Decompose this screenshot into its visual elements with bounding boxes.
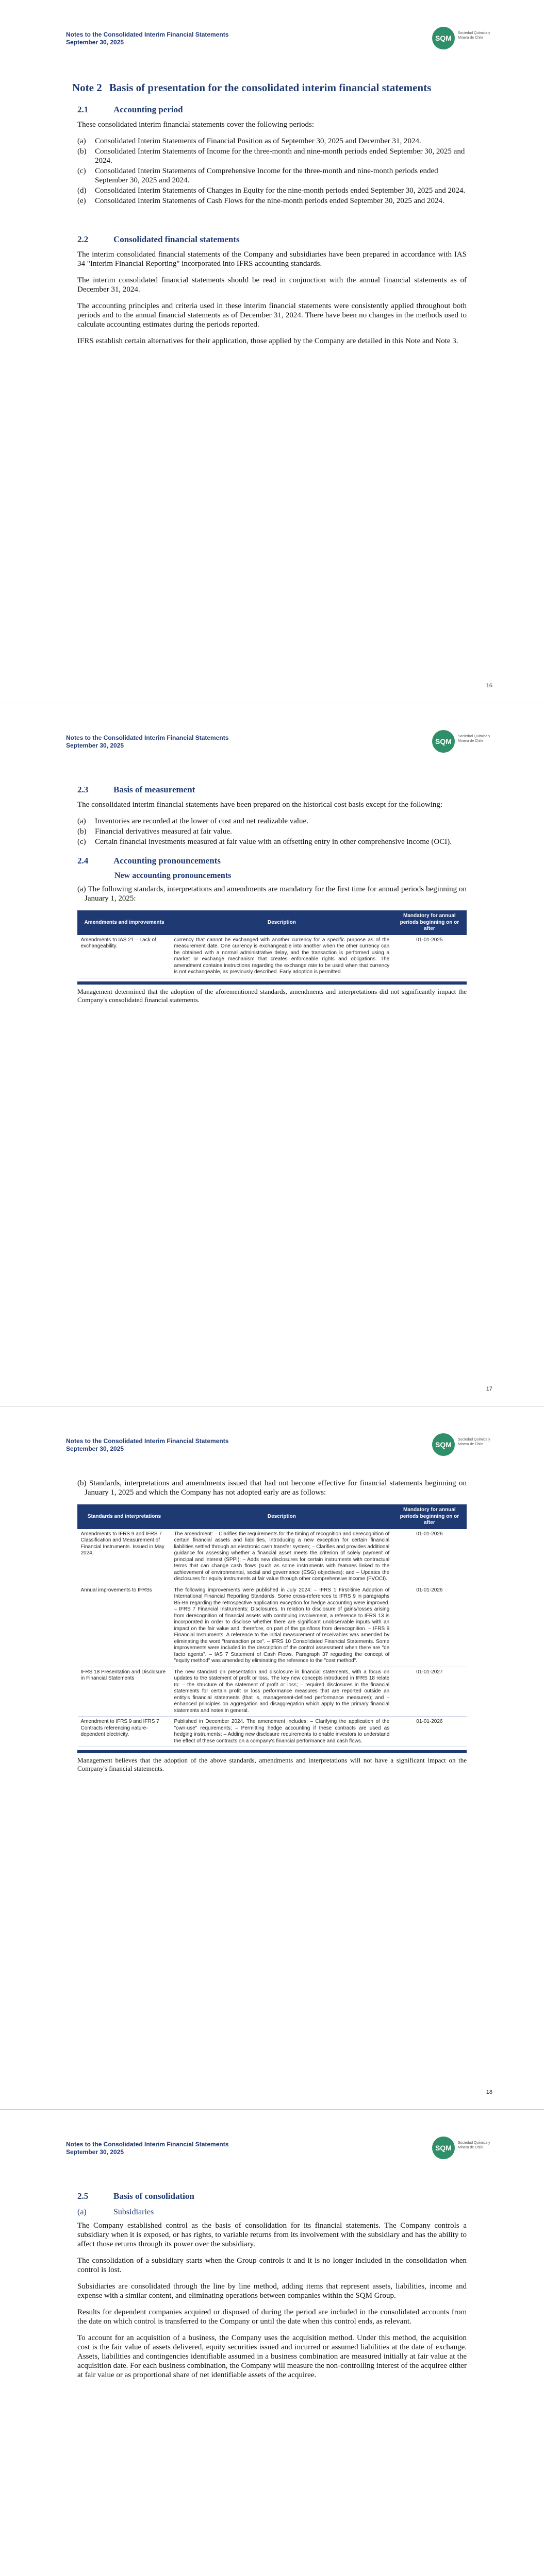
list-text: Consolidated Interim Statements of Cash Flows for the nine-month periods ended September 30, 2025 and 2024. <box>95 197 444 205</box>
list-text: Financial derivatives measured at fair value. <box>95 827 232 836</box>
page-number: 17 <box>486 1386 492 1392</box>
table-header: Mandatory for annual periods beginning on or after <box>392 911 466 935</box>
page-19 <box>0 2110 544 2576</box>
paragraph: (b) Standards, interpretations and amendments issued that had not become effective for financial statements beginning on January 1, 2025 and which the Company has not adopted early are as follows: <box>77 1479 467 1497</box>
list-text: Inventories are recorded at the lower of cost and net realizable value. <box>95 817 308 825</box>
note-title: Basis of presentation for the consolidated interim financial statements <box>109 81 432 94</box>
paragraph: These consolidated interim financial statements cover the following periods: <box>77 121 315 129</box>
effective-date-cell: 01-01-2027 <box>392 1667 466 1717</box>
description-cell: The new standard on presentation and disclosure in financial statements, with a focus on updates to the statement of profit or loss. The key new concepts introduced in IFRS 18 relate to: – the structure of the statement of profit or loss; – required disclosures in the financial statements for certain profit or loss performance measures that are reported outside an entity's financial statements (that is, management-defined performance measures); and – enhanced principles on aggregation and disaggregation which apply to the primary financial statements and notes in general. <box>171 1667 392 1717</box>
page-header <box>66 31 228 46</box>
description-cell: currency that cannot be exchanged with another currency for a specific purpose as of the measurement date. One currency is exchangeable into another when the other currency can be obtained with a normal administrative delay, and the transaction is performed using a market or exchange mechanism that creates enforceable rights and obligations. The amendment contains instructions regarding the exchange rate to be used when that currency is not exchangeable, as previously described. Early adoption is permitted. <box>171 935 392 978</box>
logo-caption: Sociedad Química y Minera de Chile <box>458 735 490 743</box>
logo-badge: SQM <box>432 730 455 753</box>
table-header: Description <box>171 1505 392 1529</box>
table-bottom-rule <box>77 981 467 985</box>
logo-badge: SQM <box>432 2137 455 2159</box>
page-18 <box>0 1406 544 2110</box>
standard-name-cell: Amendments to IAS 21 – Lack of exchangeability. <box>78 935 171 978</box>
paragraph: The interim consolidated financial statements should be read in conjunction with the annual financial statements as of December 31, 2024. <box>77 276 467 294</box>
table-header: Standards and interpretations <box>78 1505 171 1529</box>
section-heading-2-5 <box>77 2191 467 2201</box>
list-item <box>77 137 467 146</box>
header-title: Notes to the Consolidated Interim Financial Statements <box>66 1437 229 1445</box>
header-title: Notes to the Consolidated Interim Financial Statements <box>66 2141 229 2148</box>
list-item <box>77 196 467 206</box>
section-number: 2.4 <box>77 856 89 866</box>
page-content <box>77 2182 467 2387</box>
header-date: September 30, 2025 <box>66 1445 124 1452</box>
page-17 <box>0 703 544 1406</box>
list-item <box>77 186 467 195</box>
list-letter: (a) <box>77 817 86 825</box>
list-letter: (b) <box>77 827 87 836</box>
effective-date-cell: 01-01-2026 <box>392 1717 466 1747</box>
section-title: Accounting period <box>113 105 183 114</box>
paragraph: The consolidation of a subsidiary starts when the Group controls it and it is no longer included in the consolidation when control is lost. <box>77 2257 467 2274</box>
page-header <box>66 1437 228 1453</box>
logo-caption: Sociedad Química y Minera de Chile <box>458 2141 490 2149</box>
page-content <box>77 1479 467 1778</box>
list-text: Certain financial investments measured at fair value with an offsetting entry in other comprehensive income (OCI). <box>95 838 452 846</box>
table-row <box>78 935 467 978</box>
list-letter: (a) <box>77 137 86 145</box>
list-item <box>77 147 467 165</box>
standards-table <box>77 1504 467 1747</box>
subsection-title: New accounting pronouncements <box>114 871 232 880</box>
section-heading-2-4 <box>77 856 467 866</box>
standard-name-cell: Annual improvements to IFRSs <box>78 1585 171 1667</box>
description-cell: Published in December 2024. The amendment includes: – Clarifying the application of the "own-use" requirements; – Permitting hedge accounting if these contracts are used as hedging instruments; – Adding new disclosure requirements to enable investors to understand the effect of these contracts on a company's financial performance and cash flows. <box>171 1717 392 1747</box>
page-header <box>66 2141 228 2156</box>
subsection-letter: (a) <box>77 2208 87 2216</box>
paragraph: Results for dependent companies acquired or disposed of during the period are included in the consolidated accounts from the date on which control is transferred to the Company or until the date when this control ends, as relevant. <box>77 2308 467 2326</box>
list-text: Consolidated Interim Statements of Comprehensive Income for the three-month and nine-month periods ended September 30, 2025 and 2024. <box>95 167 438 184</box>
effective-date-cell: 01-01-2026 <box>392 1529 466 1585</box>
paragraph: The interim consolidated financial statements of the Company and subsidiaries have been prepared in accordance with IAS 34 "Interim Financial Reporting" incorporated into IFRS accounting standards. <box>77 250 467 268</box>
page-content <box>77 775 467 1009</box>
sqm-logo <box>432 27 494 50</box>
list-letter: (e) <box>77 197 86 205</box>
logo-caption: Sociedad Química y Minera de Chile <box>458 1438 490 1446</box>
section-number: 2.3 <box>77 785 89 794</box>
table-header: Amendments and improvements <box>78 911 171 935</box>
description-cell: The following improvements were published in July 2024: – IFRS 1 First-time Adoption of International Financial Reporting Standards. Some cross-references to IFRS 9 in paragraphs B5-B6 regarding the retrospective application exception for hedge accounting were improved. – IFRS 7 Financial Instruments: Disclosures. In relation to disclosure of gains/losses arising from derecognition of financial assets with continuing involvement, a reference to IFRS 13 is incorporated in order to disclose whether there are significant unobservable inputs with an impact on the fair value and, therefore, on part of the gain/loss from derecognition. – IFRS 9 Financial Instruments. A reference to the initial measurement of receivables was amended by eliminating the word "transaction price". – IFRS 10 Consolidated Financial Statements. Some improvements were included in the description of the control assessment when there are "de facto agents". – IAS 7 Statement of Cash Flows. Paragraph 37 regarding the concept of "equity method" was amended by eliminating the reference to the "cost method". <box>171 1585 392 1667</box>
table-bottom-rule <box>77 1750 467 1753</box>
paragraph: The Company established control as the basis of consolidation for its financial statements. The Company controls a subsidiary when it is exposed, or has rights, to variable returns from its involvement with the subsidiary and has the ability to affect those returns through its power over the subsidiary. <box>77 2222 467 2248</box>
period-list <box>77 137 467 206</box>
table-row <box>78 1667 467 1717</box>
standard-name-cell: Amendments to IFRS 9 and IFRS 7 Classification and Measurement of Financial Instruments. Issued in May 2024. <box>78 1529 171 1585</box>
paragraph: Management believes that the adoption of the above standards, amendments and interpretations will not have a significant impact on the Company's financial statements. <box>77 1756 467 1772</box>
paragraph: Management determined that the adoption of the aforementioned standards, amendments and interpretations did not significantly impact the Company's consolidated financial statements. <box>77 987 467 1004</box>
list-letter: (c) <box>77 167 86 175</box>
note-number: Note 2 <box>72 81 102 94</box>
section-number: 2.1 <box>77 105 89 114</box>
logo-caption: Sociedad Química y Minera de Chile <box>458 31 490 40</box>
page-header <box>66 734 228 750</box>
table-header: Mandatory for annual periods beginning on or after <box>392 1505 466 1529</box>
standard-name-cell: IFRS 18 Presentation and Disclosure in Financial Statements <box>78 1667 171 1717</box>
subsection-heading <box>77 2208 467 2217</box>
section-heading-2-3 <box>77 785 467 795</box>
subsection-title: Subsidiaries <box>113 2208 154 2216</box>
amendments-table <box>77 910 467 978</box>
section-title: Basis of consolidation <box>113 2191 194 2201</box>
page-content <box>72 72 467 353</box>
list-item <box>77 817 467 826</box>
page-number: 18 <box>486 2089 492 2095</box>
section-number: 2.5 <box>77 2191 89 2201</box>
section-title: Consolidated financial statements <box>113 234 240 244</box>
list-text: Consolidated Interim Statements of Income for the three-month and nine-month periods ended September 30, 2025 and 2024. <box>95 147 465 165</box>
table-header: Description <box>171 911 392 935</box>
table-row <box>78 1529 467 1585</box>
paragraph: The accounting principles and criteria used in these interim financial statements were consistently applied throughout both periods and to the annual financial statements as of December 31, 2024. There have been no changes in the methods used to calculate accounting estimates during the periods reported. <box>77 302 467 329</box>
page-number: 16 <box>486 683 492 689</box>
section-heading-2-1 <box>77 105 467 115</box>
paragraph: The consolidated interim financial statements have been prepared on the historical cost basis except for the following: <box>77 801 443 809</box>
header-date: September 30, 2025 <box>66 2148 124 2156</box>
list-item <box>77 827 467 836</box>
sqm-logo <box>432 1433 494 1457</box>
header-title: Notes to the Consolidated Interim Financial Statements <box>66 734 229 741</box>
sqm-logo <box>432 2137 494 2160</box>
list-item <box>77 837 467 846</box>
effective-date-cell: 01-01-2025 <box>392 935 466 978</box>
page-16 <box>0 0 544 703</box>
note-heading <box>72 81 467 94</box>
list-item <box>77 166 467 185</box>
logo-badge: SQM <box>432 1433 455 1456</box>
section-number: 2.2 <box>77 234 89 244</box>
paragraph: To account for an acquisition of a business, the Company uses the acquisition method. Under this method, the acquisition cost is the fair value of assets delivered, equity securities issued and incurred or assumed liabilities at the date of exchange. Assets, liabilities and contingencies identifiable assumed in a business combination are measured initially at fair value at the acquisition date. For each business combination, the Company will measure the non-controlling interest of the acquiree either at fair value or as proportional share of net identifiable assets of the acquiree. <box>77 2334 467 2379</box>
paragraph: IFRS establish certain alternatives for their application, those applied by the Company are detailed in this Note and Note 3. <box>77 337 458 345</box>
measurement-list <box>77 817 467 846</box>
paragraph: Subsidiaries are consolidated through the line by line method, adding items that represent assets, liabilities, income and expense with a similar content, and eliminating operations between companies within the SQM Group. <box>77 2282 467 2300</box>
description-cell: The amendment: – Clarifies the requirements for the timing of recognition and derecognition of certain financial assets and liabilities, introducing a new exception for certain financial liabilities settled through an electronic cash transfer system; – Clarifies and provides additional guidance for assessing whether a financial asset meets the criterion of solely payment of principal and interest (SPPI); – Adds new disclosures for certain instruments with contractual terms that can change cash flows (such as some instruments with features linked to the achievement of environmental, social and governance (ESG) objectives); and – Updates the disclosures for equity instruments at fair value through other comprehensive income (FVOCI). <box>171 1529 392 1585</box>
list-letter: (b) <box>77 147 87 156</box>
section-title: Basis of measurement <box>113 785 195 794</box>
list-letter: (c) <box>77 838 86 846</box>
standard-name-cell: Amendment to IFRS 9 and IFRS 7 Contracts referencing nature-dependent electricity. <box>78 1717 171 1747</box>
list-text: Consolidated Interim Statements of Changes in Equity for the nine-month periods ended September 30, 2025 and 2024. <box>95 187 466 195</box>
table-row <box>78 1717 467 1747</box>
header-date: September 30, 2025 <box>66 742 124 749</box>
list-text: Consolidated Interim Statements of Financial Position as of September 30, 2025 and December 31, 2024. <box>95 137 421 145</box>
table-row <box>78 1585 467 1667</box>
sqm-logo <box>432 730 494 754</box>
header-title: Notes to the Consolidated Interim Financial Statements <box>66 31 229 38</box>
header-date: September 30, 2025 <box>66 39 124 46</box>
section-heading-2-2 <box>77 234 467 245</box>
list-letter: (d) <box>77 187 87 195</box>
section-title: Accounting pronouncements <box>113 856 221 866</box>
paragraph: (a) The following standards, interpretations and amendments are mandatory for the first time for annual periods beginning on January 1, 2025: <box>77 885 467 903</box>
logo-badge: SQM <box>432 27 455 49</box>
effective-date-cell: 01-01-2026 <box>392 1585 466 1667</box>
